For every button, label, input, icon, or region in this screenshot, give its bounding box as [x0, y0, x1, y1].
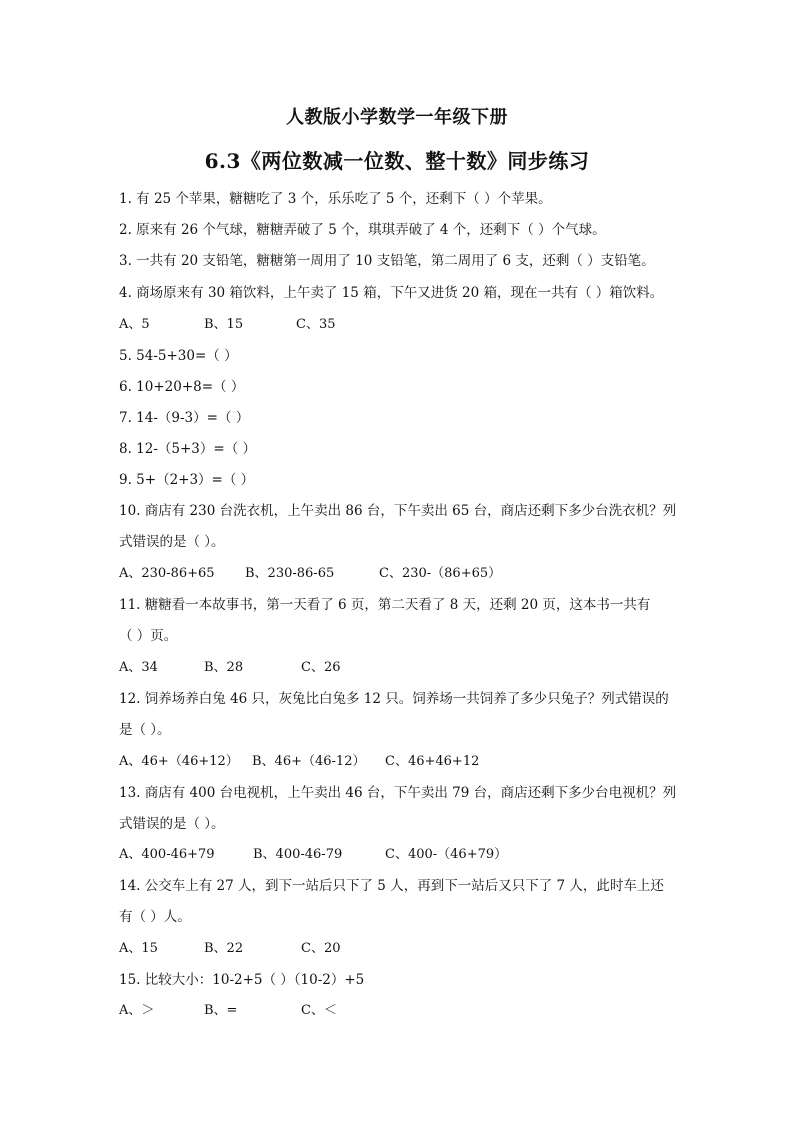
option-c: C、＜	[301, 1003, 337, 1018]
question-10: 10. 商店有 230 台洗衣机，上午卖出 86 台，下午卖出 65 台，商店还剩下多少台洗衣机？列	[119, 503, 677, 519]
option-b: B、=	[204, 1003, 238, 1018]
question-11-cont: （ ）页。	[119, 628, 178, 644]
option-c: C、35	[296, 317, 336, 332]
question-11-options	[119, 656, 679, 675]
question-10-cont: 式错误的是（ ）。	[119, 534, 225, 550]
question-12: 12. 饲养场养白兔 46 只，灰兔比白兔多 12 只。饲养场一共饲养了多少只兔子？列式错误的	[119, 691, 669, 707]
option-c: C、26	[301, 660, 341, 675]
question-11: 11. 糖糖看一本故事书，第一天看了 6 页，第二天看了 8 天，还剩 20 页，这本书一共有	[119, 597, 651, 613]
question-13: 13. 商店有 400 台电视机，上午卖出 46 台，下午卖出 79 台，商店还剩下多少台电视机？列	[119, 785, 677, 801]
question-6: 6. 10+20+8=（ ）	[119, 379, 245, 395]
question-7: 7. 14-（9-3）=（ ）	[119, 410, 250, 426]
question-1: 1. 有 25 个苹果，糖糖吃了 3 个，乐乐吃了 5 个，还剩下（ ）个苹果。	[119, 191, 552, 207]
option-b: B、22	[204, 941, 244, 956]
option-a: A、＞	[119, 1003, 155, 1018]
question-13-cont: 式错误的是（ ）。	[119, 816, 225, 832]
question-4: 4. 商场原来有 30 箱饮料，上午卖了 15 箱，下午又进货 20 箱，现在一共有（ ）箱饮料。	[119, 285, 664, 301]
question-8: 8. 12-（5+3）=（ ）	[119, 441, 257, 457]
worksheet-title: 人教版小学数学一年级下册	[286, 107, 508, 128]
option-b: B、400-46-79	[253, 847, 343, 862]
option-a: A、400-46+79	[119, 847, 215, 862]
option-a: A、46+（46+12）	[119, 754, 239, 769]
question-10-options	[119, 562, 679, 581]
question-14-options	[119, 937, 679, 956]
question-15: 15. 比较大小：10-2+5（ ）（10-2）+5	[119, 972, 365, 988]
question-2: 2. 原来有 26 个气球，糖糖弄破了 5 个，琪琪弄破了 4 个，还剩下（ ）个气球。	[119, 222, 606, 238]
worksheet-subtitle: 6.3《两位数减一位数、整十数》同步练习	[204, 149, 590, 173]
question-9: 9. 5+（2+3）=（ ）	[119, 472, 255, 488]
option-c: C、400-（46+79）	[385, 847, 508, 862]
option-b: B、15	[204, 317, 244, 332]
option-b: B、230-86-65	[245, 566, 335, 581]
question-13-options	[119, 843, 679, 862]
option-a: A、5	[119, 317, 150, 332]
option-c: C、230-（86+65）	[379, 566, 502, 581]
option-b: B、28	[204, 660, 244, 675]
option-a: A、230-86+65	[119, 566, 215, 581]
option-a: A、34	[119, 660, 158, 675]
question-15-options	[119, 999, 679, 1018]
question-12-cont: 是（ ）。	[119, 722, 171, 738]
question-14-cont: 有（ ）人。	[119, 909, 191, 925]
option-c: C、20	[301, 941, 341, 956]
option-b: B、46+（46-12）	[252, 754, 366, 769]
option-a: A、15	[119, 941, 158, 956]
question-3: 3. 一共有 20 支铅笔，糖糖第一周用了 10 支铅笔，第二周用了 6 支，还剩（ ）支铅笔。	[119, 253, 655, 269]
question-5: 5. 54-5+30=（ ）	[119, 348, 238, 364]
question-12-options	[119, 750, 679, 769]
question-14: 14. 公交车上有 27 人，到下一站后只下了 5 人，再到下一站后又只下了 7 人，此时车上还	[119, 878, 664, 894]
question-4-options	[119, 313, 679, 332]
option-c: C、46+46+12	[385, 754, 480, 769]
